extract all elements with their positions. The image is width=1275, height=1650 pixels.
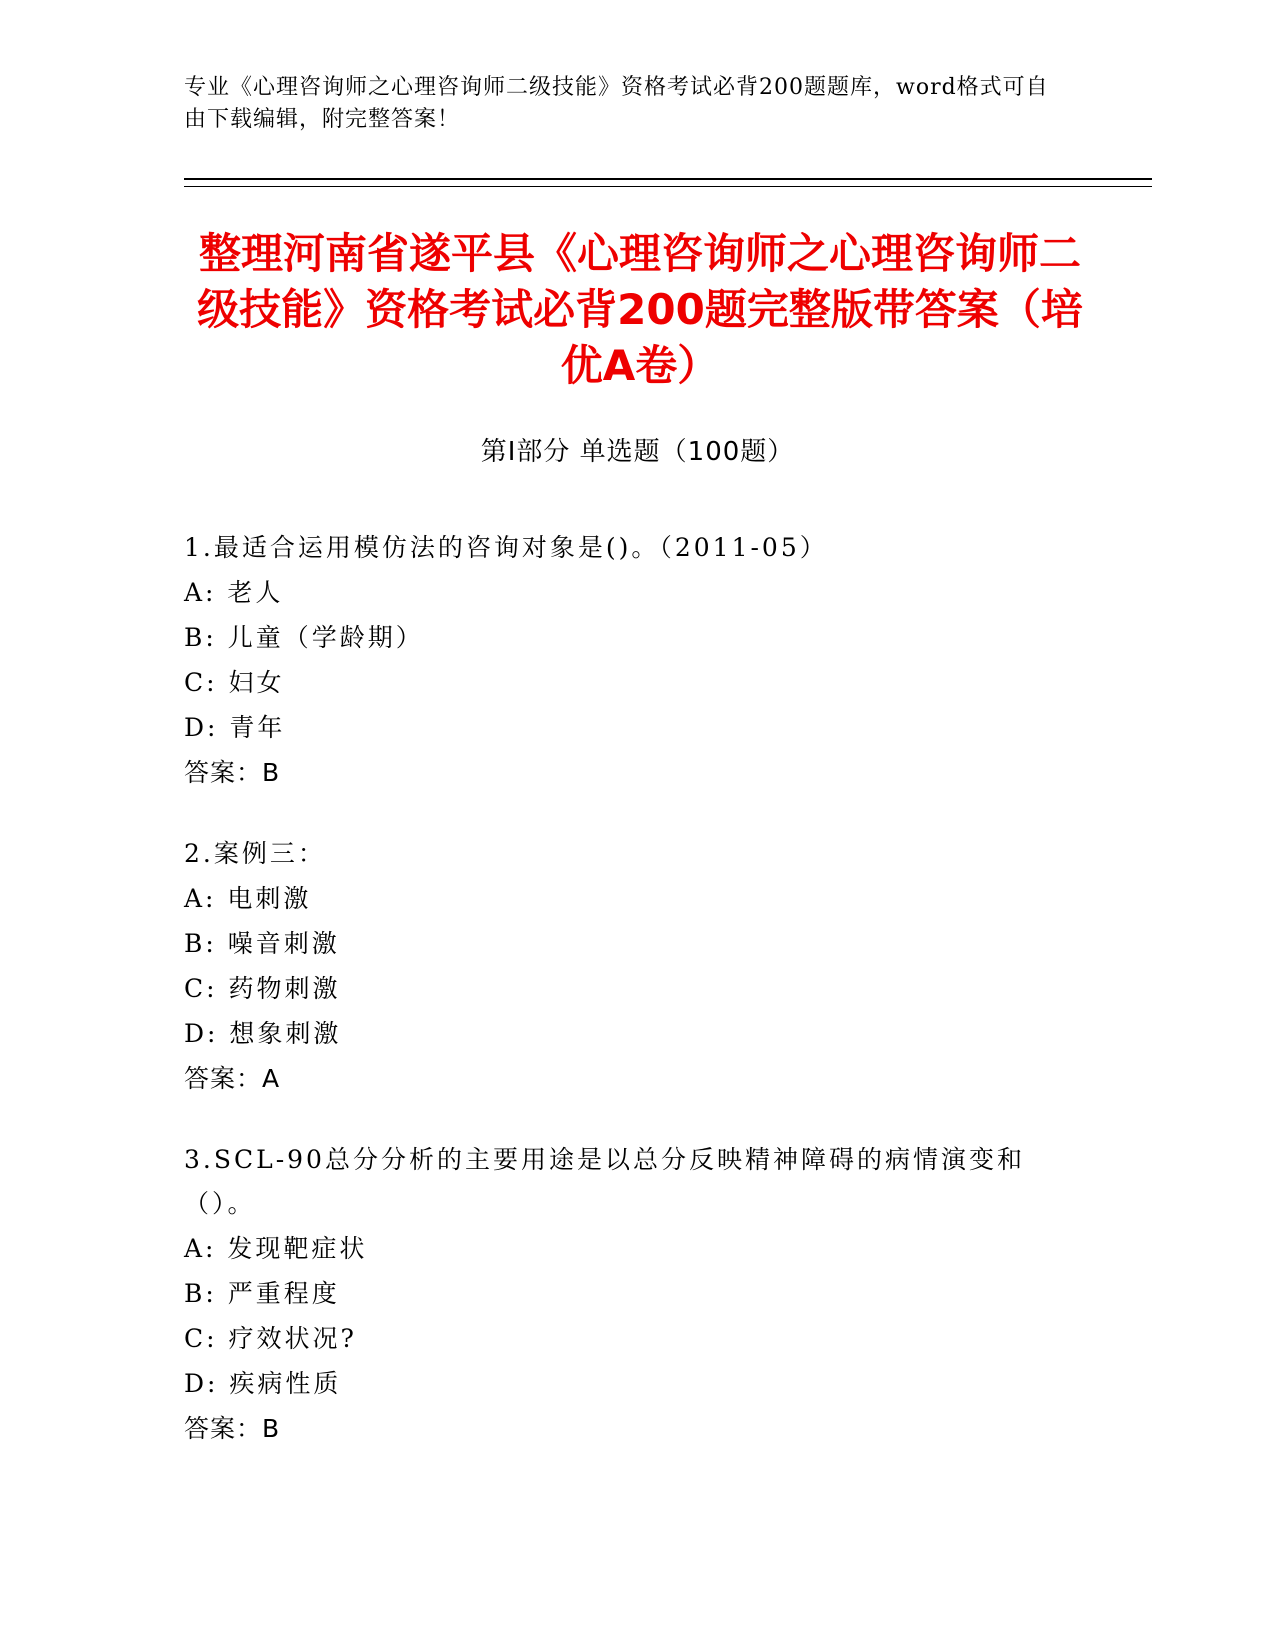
question-3: [184, 1138, 1064, 1452]
answer: 答案：A: [184, 1064, 281, 1093]
option-a: A: 电刺激: [184, 884, 312, 913]
document-title: 整理河南省遂平县《心理咨询师之心理咨询师二级技能》资格考试必背200题完整版带答案（培优A卷）: [197, 229, 1083, 390]
header-divider-thick: [184, 178, 1152, 180]
option-a: A: 发现靶症状: [184, 1234, 368, 1263]
option-d: D: 想象刺激: [184, 1019, 342, 1048]
option-d: D: 疾病性质: [184, 1369, 342, 1398]
answer: 答案：B: [184, 1414, 281, 1443]
option-c: C: 妇女: [184, 668, 285, 697]
question-stem: 3.SCL-90总分分析的主要用途是以总分反映精神障碍的病情演变和（）。: [184, 1145, 1025, 1218]
answer: 答案：B: [184, 758, 281, 787]
option-c: C: 药物刺激: [184, 974, 341, 1003]
option-c: C: 疗效状况?: [184, 1324, 357, 1353]
section-heading: 第Ⅰ部分 单选题（100题）: [480, 437, 795, 467]
question-stem: 1.最适合运用模仿法的咨询对象是()。（2011-05）: [184, 533, 828, 562]
header-note: 专业《心理咨询师之心理咨询师二级技能》资格考试必背200题题库，word格式可自由下载编辑，附完整答案！: [184, 75, 1049, 132]
option-b: B: 噪音刺激: [184, 929, 340, 958]
option-b: B: 儿童（学龄期）: [184, 623, 424, 652]
question-stem: 2.案例三：: [184, 839, 326, 868]
question-1: [184, 526, 1064, 796]
question-2: [184, 832, 1064, 1102]
header-divider-thin: [184, 186, 1152, 187]
option-d: D: 青年: [184, 713, 286, 742]
option-b: B: 严重程度: [184, 1279, 340, 1308]
option-a: A: 老人: [184, 578, 284, 607]
